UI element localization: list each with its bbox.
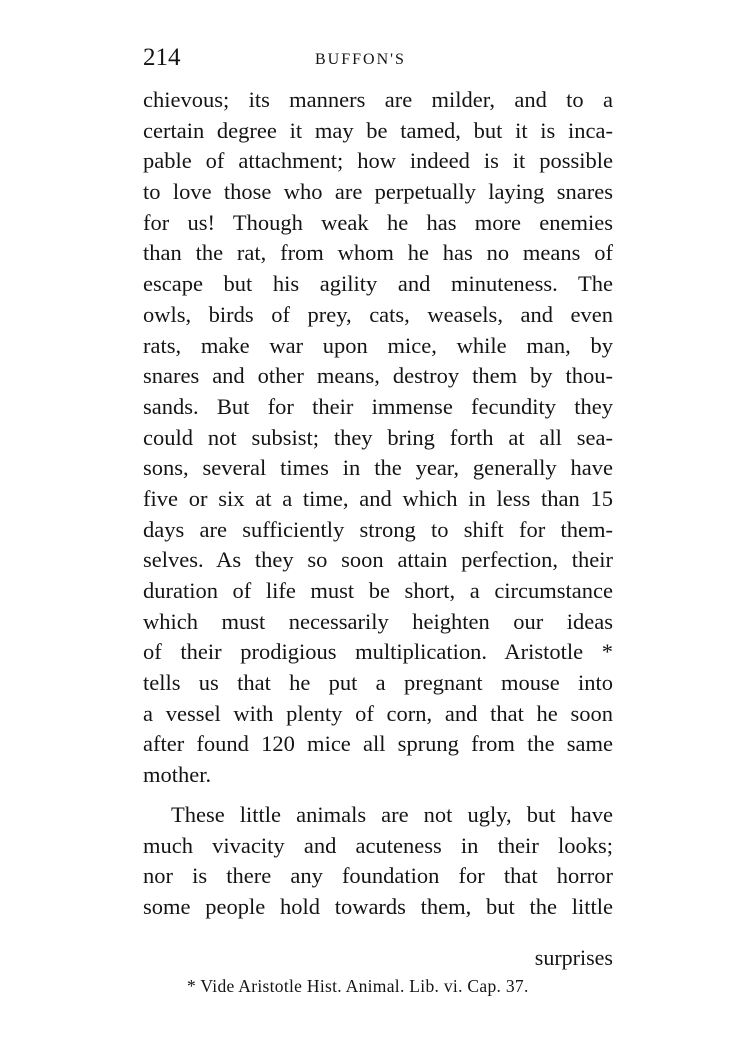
text-line: days are sufficiently strong to shift for them- [143,516,613,542]
paragraph [143,800,613,923]
text-line: for us! Though weak he has more enemies [143,209,613,235]
text-line: sons, several times in the year, generally have [143,455,613,481]
text-line: certain degree it may be tamed, but it is inca- [143,117,613,143]
text-line: owls, birds of prey, cats, weasels, and even [143,301,613,327]
text-line: much vivacity and acuteness in their looks; [143,832,613,858]
paragraph-gap [143,791,613,800]
text-line: snares and other means, destroy them by thou- [143,363,613,389]
text-line: a vessel with plenty of corn, and that he soon [143,700,613,726]
text-line: some people hold towards them, but the little [143,893,613,919]
text-line: nor is there any foundation for that horror [143,863,613,889]
text-line: selves. As they so soon attain perfection, their [143,547,613,573]
footnote: * Vide Aristotle Hist. Animal. Lib. vi. Cap. 37. [187,976,529,996]
paragraph [143,85,613,791]
text-line: could not subsist; they bring forth at all sea- [143,424,613,450]
text-line: pable of attachment; how indeed is it possible [143,148,613,174]
body-text [143,85,613,923]
page-header [143,42,613,74]
catchword: surprises [534,945,613,970]
text-line: five or six at a time, and which in less than 15 [143,485,613,511]
text-line: chievous; its manners are milder, and to a [143,87,613,112]
text-line: to love those who are perpetually laying snares [143,179,613,205]
text-line: escape but his agility and minuteness. The [143,271,613,297]
text-line: duration of life must be short, a circumstance [143,578,613,603]
running-head: BUFFON'S [315,51,406,68]
text-line: of their prodigious multiplication. Aristotle * [143,639,613,665]
text-line: rats, make war upon mice, while man, by [143,332,613,358]
text-line: which must necessarily heighten our ideas [143,608,613,634]
text-line: sands. But for their immense fecundity they [143,393,613,419]
text-line: after found 120 mice all sprung from the same [143,731,613,757]
text-line: These little animals are not ugly, but have [171,801,613,827]
text-line: tells us that he put a pregnant mouse into [143,670,613,696]
page-number: 214 [143,44,181,71]
text-line: mother. [143,762,212,788]
text-line: than the rat, from whom he has no means of [143,240,613,266]
